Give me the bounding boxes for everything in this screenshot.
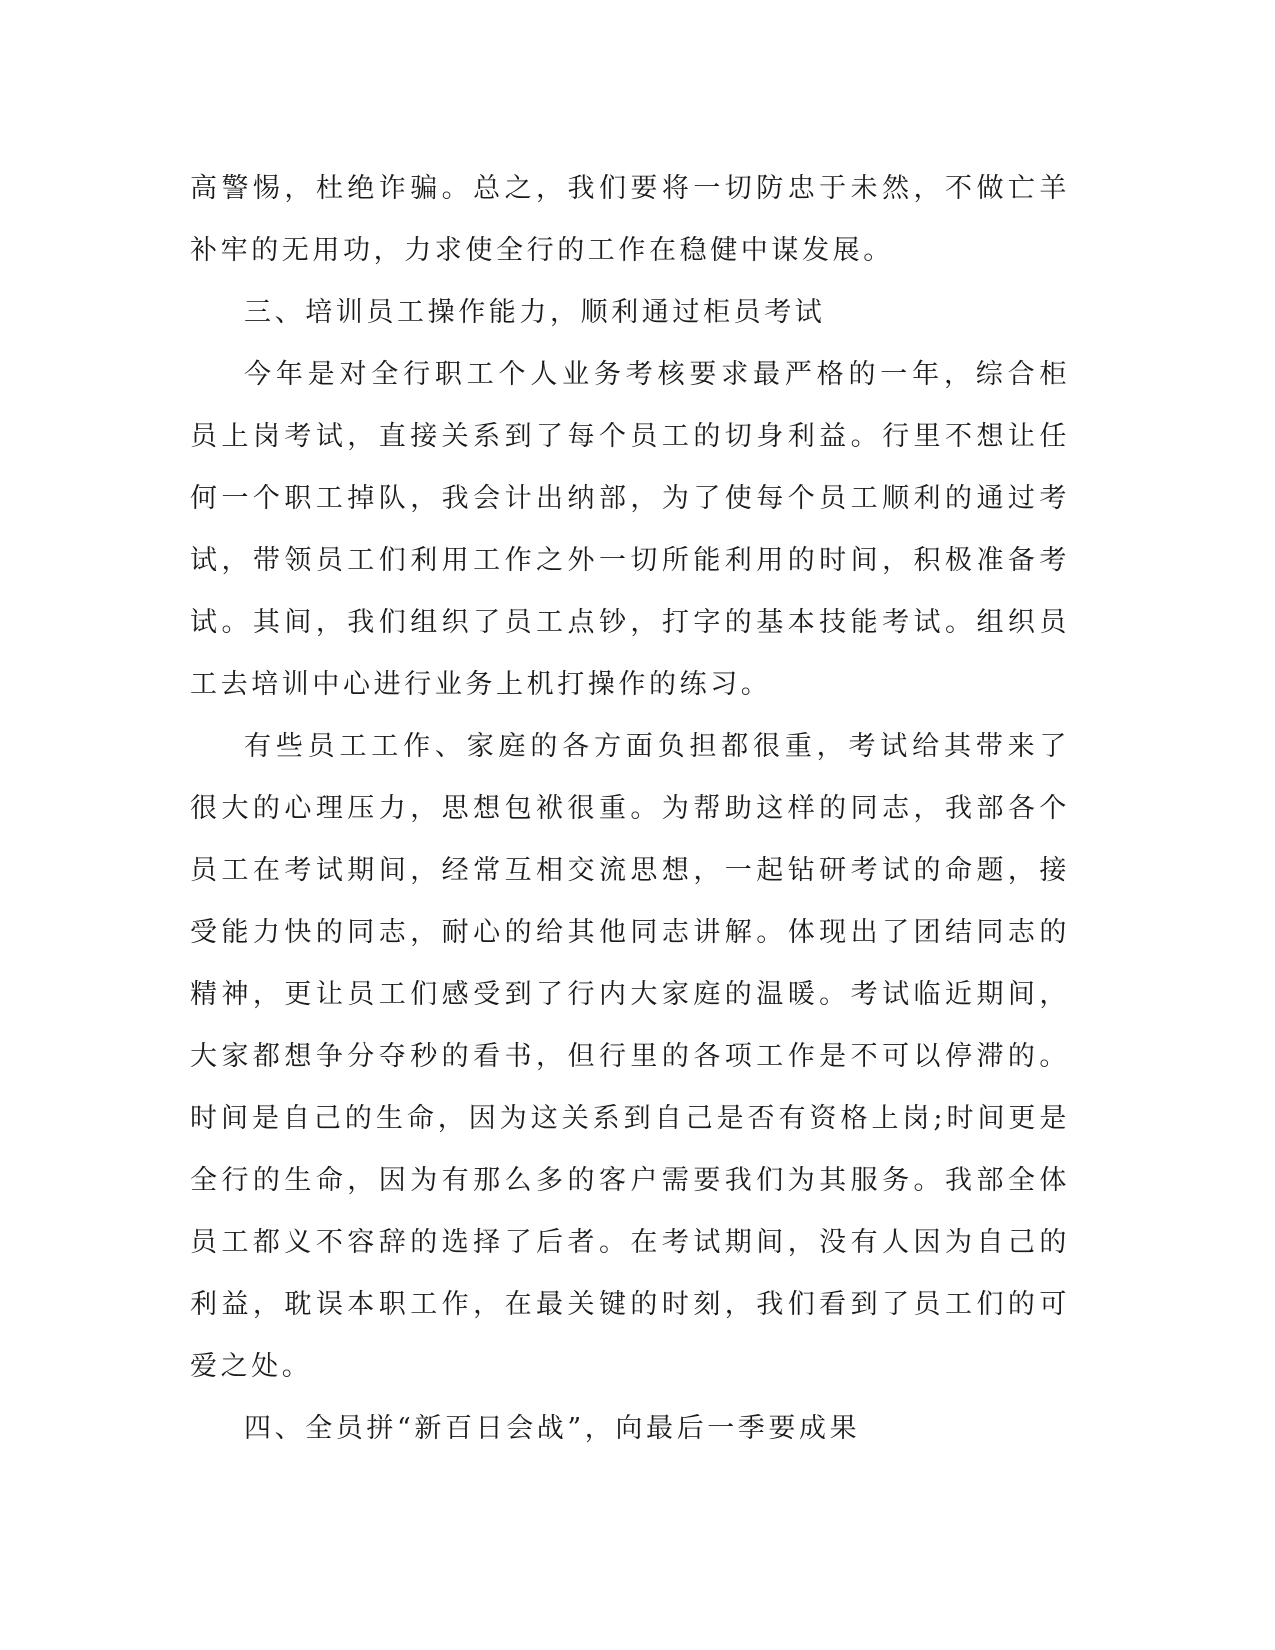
paragraph-exam-requirements: 今年是对全行职工个人业务考核要求最严格的一年，综合柜员上岗考试，直接关系到了每个员工的切身利益。行里不想让任何一个职工掉队，我会计出纳部，为了使每个员工顺利的通过考试，带领员工们利用工作之外一切所能利用的时间，积极准备考试。其间，我们组织了员工点钞，打字的基本技能考试。组织员工去培训中心进行业务上机打操作的练习。 [190,359,1070,700]
paragraph-continuation: 高警惕，杜绝诈骗。总之，我们要将一切防忠于未然，不做亡羊补牢的无用功，力求使全行的工作在稳健中谋发展。 [190,173,1070,266]
section-heading-3: 三、培训员工操作能力，顺利通过柜员考试 [244,297,826,328]
document-body [190,158,1070,1460]
paragraph-staff-support: 有些员工工作、家庭的各方面负担都很重，考试给其带来了很大的心理压力，思想包袱很重。为帮助这样的同志，我部各个员工在考试期间，经常互相交流思想，一起钻研考试的命题，接受能力快的同志，耐心的给其他同志讲解。体现出了团结同志的精神，更让员工们感受到了行内大家庭的温暖。考试临近期间，大家都想争分夺秒的看书，但行里的各项工作是不可以停滞的。时间是自己的生命，因为这关系到自己是否有资格上岗;时间更是全行的生命，因为有那么多的客户需要我们为其服务。我部全体员工都义不容辞的选择了后者。在考试期间，没有人因为自己的利益，耽误本职工作，在最关键的时刻，我们看到了员工们的可爱之处。 [190,731,1070,1382]
section-heading-4: 四、全员拼“新百日会战”，向最后一季要成果 [244,1413,861,1444]
